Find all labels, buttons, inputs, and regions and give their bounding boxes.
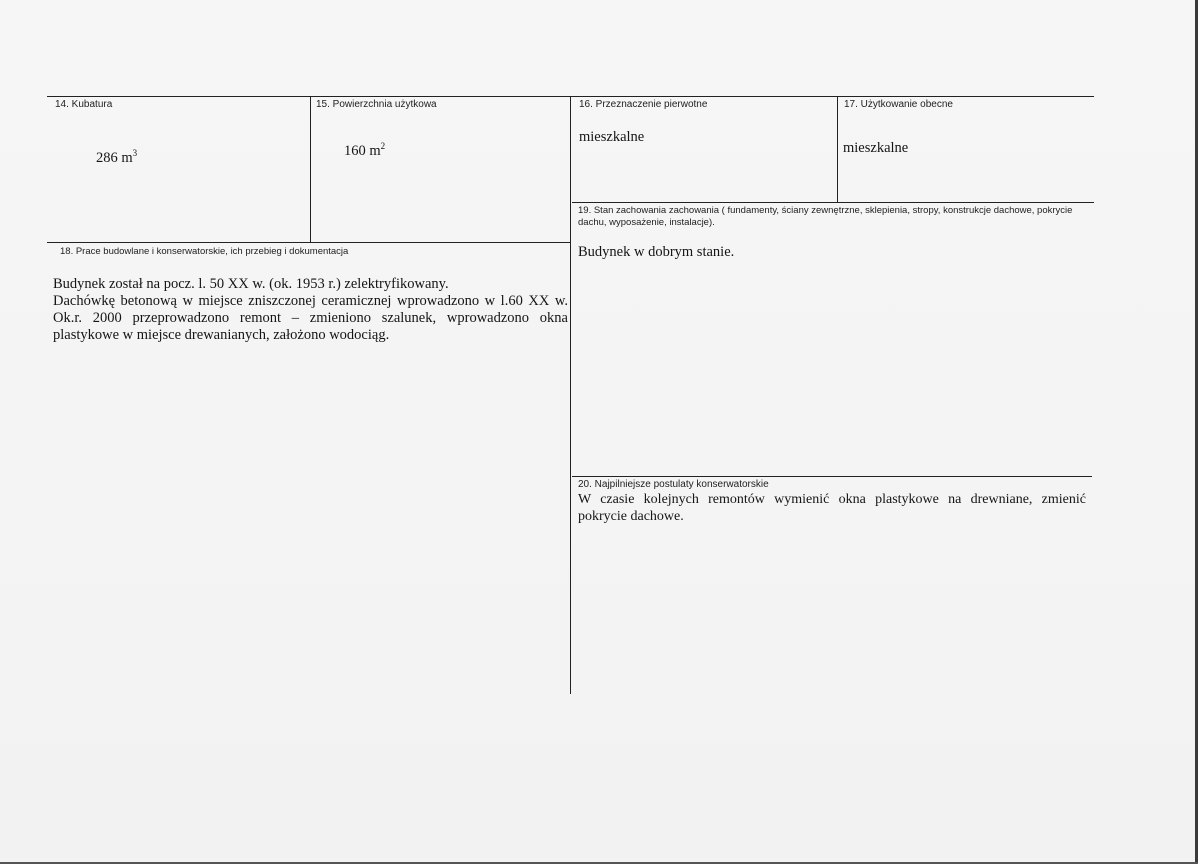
field-14-number: 286 m	[96, 150, 133, 166]
field-15-value	[344, 143, 385, 160]
field-14-unit-sup: 3	[132, 148, 138, 159]
field-16-value: mieszkalne	[579, 129, 645, 145]
rule-20-top	[572, 476, 1092, 477]
divider-16-17	[837, 96, 838, 202]
field-17-value: mieszkalne	[843, 140, 909, 156]
rule-19-top	[572, 202, 1094, 203]
rule-18-top	[47, 242, 570, 243]
divider-14-15	[310, 96, 311, 242]
field-16-label: 16. Przeznaczenie pierwotne	[579, 99, 708, 110]
field-19-label: 19. Stan zachowania zachowania ( fundamenty, ściany zewnętrzne, sklepienia, stropy, konstrukcje dachowe, pokrycie dachu, wyposażenie, instalacje).	[578, 205, 1073, 228]
field-17-label: 17. Użytkowanie obecne	[844, 99, 953, 110]
field-15-unit-sup: 2	[380, 141, 386, 152]
field-14-value	[96, 150, 137, 167]
field-20-value: W czasie kolejnych remontów wymienić okna plastykowe na drewniane, zmienić pokrycie dachowe.	[578, 492, 1086, 524]
field-15-label: 15. Powierzchnia użytkowa	[316, 99, 437, 110]
field-15-number: 160 m	[344, 143, 381, 159]
field-19-value: Budynek w dobrym stanie.	[578, 244, 735, 260]
field-14-label: 14. Kubatura	[55, 99, 113, 110]
field-18-line1: Budynek został na pocz. l. 50 XX w. (ok. 1953 r.) zelektryfikowany.	[53, 276, 449, 292]
field-20-label: 20. Najpilniejsze postulaty konserwatorskie	[578, 479, 769, 490]
field-18-paragraph: Dachówkę betonową w miejsce zniszczonej ceramicznej wprowadzono w l.60 XX w. Ok.r. 2000 przeprowadzono remont – zmieniono szalunek, wprowadzono okna plastykowe w miejsce drewanianych, założono wodociąg.	[53, 293, 568, 343]
field-18-label: 18. Prace budowlane i konserwatorskie, ich przebieg i dokumentacja	[60, 246, 349, 257]
main-vertical-divider	[570, 96, 571, 694]
